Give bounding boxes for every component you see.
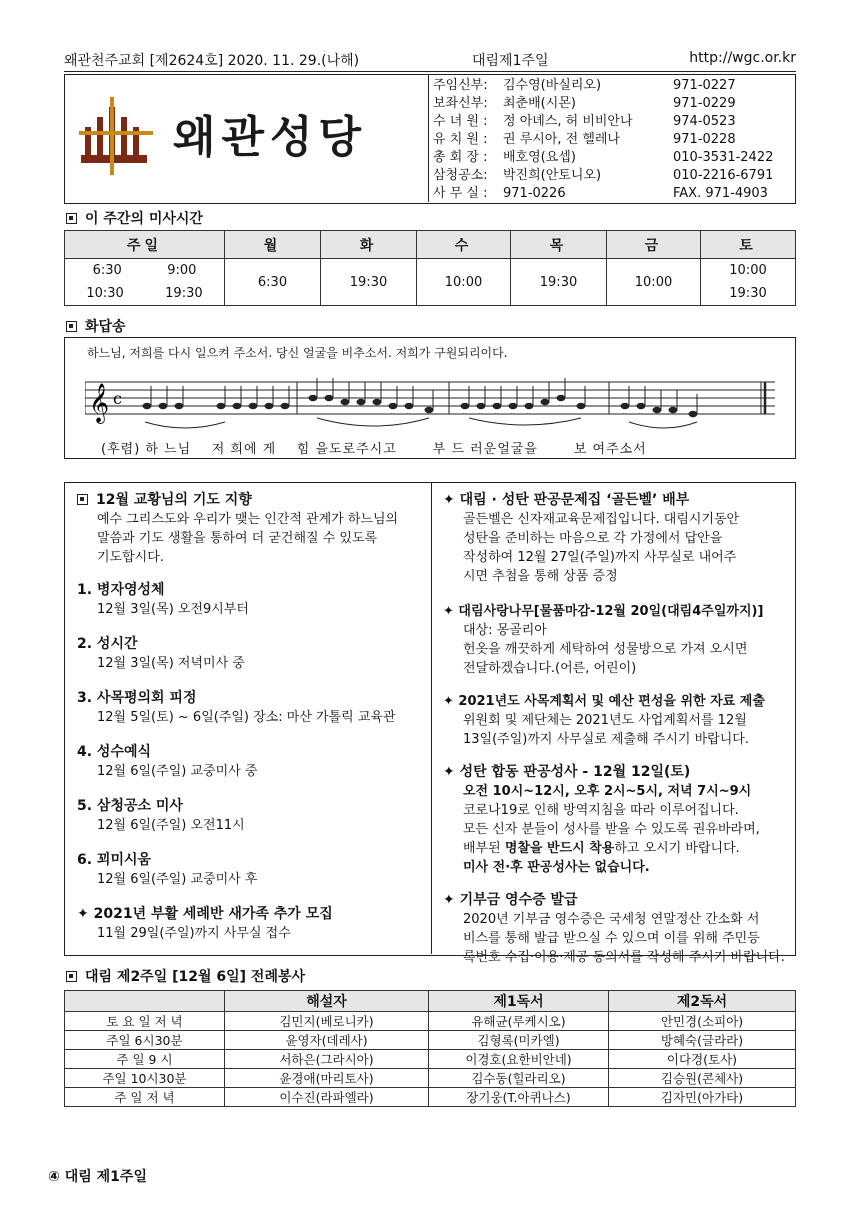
cross-icon: ✦	[443, 604, 459, 619]
mass-time: 19:30	[321, 259, 417, 306]
mass-time: 10:00	[417, 259, 511, 306]
liturgical-week: 대림제1주일	[472, 53, 549, 69]
item-title: 4. 성수예식	[77, 744, 152, 760]
section-bullet-icon	[66, 213, 77, 224]
day-header: 월	[225, 231, 321, 259]
staff-row: 주임신부: 김수영(바실리오) 971-0227	[433, 78, 736, 93]
announcements-box	[64, 482, 796, 965]
column-header: 제1독서	[429, 991, 609, 1012]
staff-row: 유 치 원 : 권 루시아, 전 헬레나 971-0228	[433, 132, 736, 147]
cross-icon: ✦	[443, 892, 460, 908]
item-title: 5. 삼청공소 미사	[77, 798, 183, 814]
easter-title: ✦ 2021년 부활 세례반 새가족 추가 모집	[77, 906, 333, 922]
psalm-text: 하느님, 저희를 다시 일으켜 주소서. 당신 얼굴을 비추소서. 저희가 구원되리이다.	[87, 346, 508, 360]
right-column: ✦ 대림 · 성탄 판공문제집 ‘골든벨’ 배부 골든벨은 신자재교육문제집입니다. 대림시기동안 성탄을 준비하는 마음으로 각 가정에서 답안을 작성하여 12월 27일(주일)까지 사무실로 내어주 시면 추첨을 통해 상품 증정 ✦ 대림사랑나무[물품마감-12월 20일(대림4주일까지)] 대상: 몽골리아 헌옷을 깨끗하게 세탁하여 성물방으로 가져 오시면 전달하겠습니다.(어른, 어린이) ✦ 2021년도 사목계획서 및 예산 편성을 위한 자료 제출 위원회 및 제단체는 2021년도 사업계획서를 12월 13일(주일)까지 사무실로 제출해 주시기 바랍니다. ✦ 성탄 합동 판공성사 - 12월 12일(토) 오전 10시~12시, 오후 2시~5시, 저녁 7시~9시 코로나19로 인해 방역지침을 따라 이루어집니다. 모든 신자 분들이 성사를 받을 수 있도록 권유바라며, 배부된 명찰을 반드시 착용하고 오시기 바랍니다. 미사 전·후 판공성사는 없습니다. ✦ 기부금 영수증 발급 2020년 기부금 영수증은 국세청 연말정산 간소화 서 비스를 통해 발급 받으실 수 있으며 이를 위해 주민등 록번호 수집·이용·제공 동의서를 작성해 주시기 바랍니다.	[443, 491, 789, 967]
svg-text:c: c	[113, 389, 122, 408]
parish-logo-text: 왜관성당	[173, 112, 368, 163]
logo-area	[65, 75, 429, 202]
section-bullet-icon	[66, 321, 77, 332]
day-header: 토	[701, 231, 796, 259]
parish-info-box	[64, 74, 796, 204]
treble-clef-icon: 𝄞	[89, 383, 110, 423]
header-divider	[64, 71, 796, 72]
table-row: 주 일 저 녁 이수진(라파엘라) 장기웅(T.아퀴나스) 김자민(아가타)	[65, 1088, 796, 1107]
staff-row: 사 무 실 : 971-0226 FAX. 971-4903	[433, 186, 768, 201]
page-footer: ④ 대림 제1주일	[48, 1169, 147, 1185]
section-bullet-icon	[77, 494, 88, 505]
mass-time: 19:30	[511, 259, 607, 306]
church-logo-icon	[77, 97, 157, 177]
item-title: 3. 사목평의회 피정	[77, 690, 197, 706]
day-header: 화	[321, 231, 417, 259]
staff-directory	[433, 77, 793, 203]
saturday-times: 10:00 19:30	[701, 259, 796, 306]
golden-bell-title: ✦ 대림 · 성탄 판공문제집 ‘골든벨’ 배부	[443, 492, 690, 508]
column-divider	[431, 483, 432, 954]
left-column: 12월 교황님의 기도 지향 예수 그리스도와 우리가 맺는 인간적 관계가 하느님의 말씀과 기도 생활을 통하여 더 굳건해질 수 있도록 기도합시다. 1. 병자영성체 12월 3일(목) 오전9시부터 2. 성시간 12월 3일(목) 저녁미사 중 3. 사목평의회 피정 12월 5일(토) ~ 6일(주일) 장소: 마산 가톨릭 교육관 4. 성수예식 12월 6일(주일) 교중미사 중 5. 삼청공소 미사 12월 6일(주일) 오전11시 6. 꾀미시움 12월 6일(주일) 교중미사 후 ✦ 2021년 부활 세례반 새가족 추가 모집 11월 29일(주일)까지 사무실 접수	[77, 491, 427, 943]
love-tree-title: ✦ 대림사랑나무[물품마감-12월 20일(대림4주일까지)]	[443, 604, 764, 619]
staff-row: 보좌신부: 최춘배(시몬) 971-0229	[433, 96, 736, 111]
cross-icon: ✦	[77, 906, 94, 922]
item-title: 2. 성시간	[77, 636, 138, 652]
cross-icon: ✦	[443, 764, 460, 780]
liturgy-service-table	[64, 990, 796, 1107]
plan-title: ✦ 2021년도 사목계획서 및 예산 편성을 위한 자료 제출	[443, 694, 765, 709]
website-link[interactable]: http://wgc.or.kr	[689, 50, 796, 66]
psalm-section-title: 화답송	[66, 316, 126, 336]
table-row: 토 요 일 저 녁 김민지(베로니카) 유해균(루케시오) 안민경(소피아)	[65, 1012, 796, 1031]
day-header: 목	[511, 231, 607, 259]
staff-row: 총 회 장 : 배호영(요셉) 010-3531-2422	[433, 150, 774, 165]
mass-section-title: 이 주간의 미사시간	[66, 208, 203, 228]
intention-title: 12월 교황님의 기도 지향	[77, 491, 427, 510]
receipt-title: ✦ 기부금 영수증 발급	[443, 892, 578, 908]
day-header: 금	[607, 231, 701, 259]
confession-title: ✦ 성탄 합동 판공성사 - 12월 12일(토)	[443, 764, 691, 780]
table-row: 주 일 9 시 서하은(그라시아) 이경호(요한비안네) 이다경(토사)	[65, 1050, 796, 1069]
service-section-title: 대림 제2주일 [12월 6일] 전례봉사	[66, 966, 305, 986]
mass-time: 10:00	[607, 259, 701, 306]
issue-info: 왜관천주교회 [제2624호] 2020. 11. 29.(나해)	[64, 53, 360, 69]
section-bullet-icon	[66, 971, 77, 982]
day-header: 수	[417, 231, 511, 259]
cross-icon: ✦	[443, 492, 460, 508]
issue-header	[64, 50, 796, 72]
sunday-times: 6:30 9:00 10:30 19:30	[65, 259, 225, 306]
staff-row: 수 녀 원 : 정 아녜스, 허 비비안나 974-0523	[433, 114, 736, 129]
mass-schedule-table	[64, 230, 796, 306]
staff-row: 삼청공소: 박진희(안토니오) 010-2216-6791	[433, 168, 774, 183]
item-title: 1. 병자영성체	[77, 582, 165, 598]
item-title: 6. 꾀미시움	[77, 852, 152, 868]
mass-time: 6:30	[225, 259, 321, 306]
psalm-lyrics: (후렴) 하 느님 저 희에 게 힘 을도로주시고 부 드 러운얼굴을 보 여주소서	[101, 442, 647, 457]
column-header: 해설자	[225, 991, 429, 1012]
column-header: 제2독서	[609, 991, 796, 1012]
table-row: 주일 10시30분 윤경애(마리토사) 김수동(힐라리오) 김승원(콘체사)	[65, 1069, 796, 1088]
day-header: 주일	[65, 231, 225, 259]
table-row: 주일 6시30분 윤영자(데레사) 김형록(미카엘) 방혜숙(글라라)	[65, 1031, 796, 1050]
cross-icon: ✦	[443, 694, 459, 709]
music-staff-icon	[85, 362, 775, 436]
psalm-box	[64, 337, 796, 459]
